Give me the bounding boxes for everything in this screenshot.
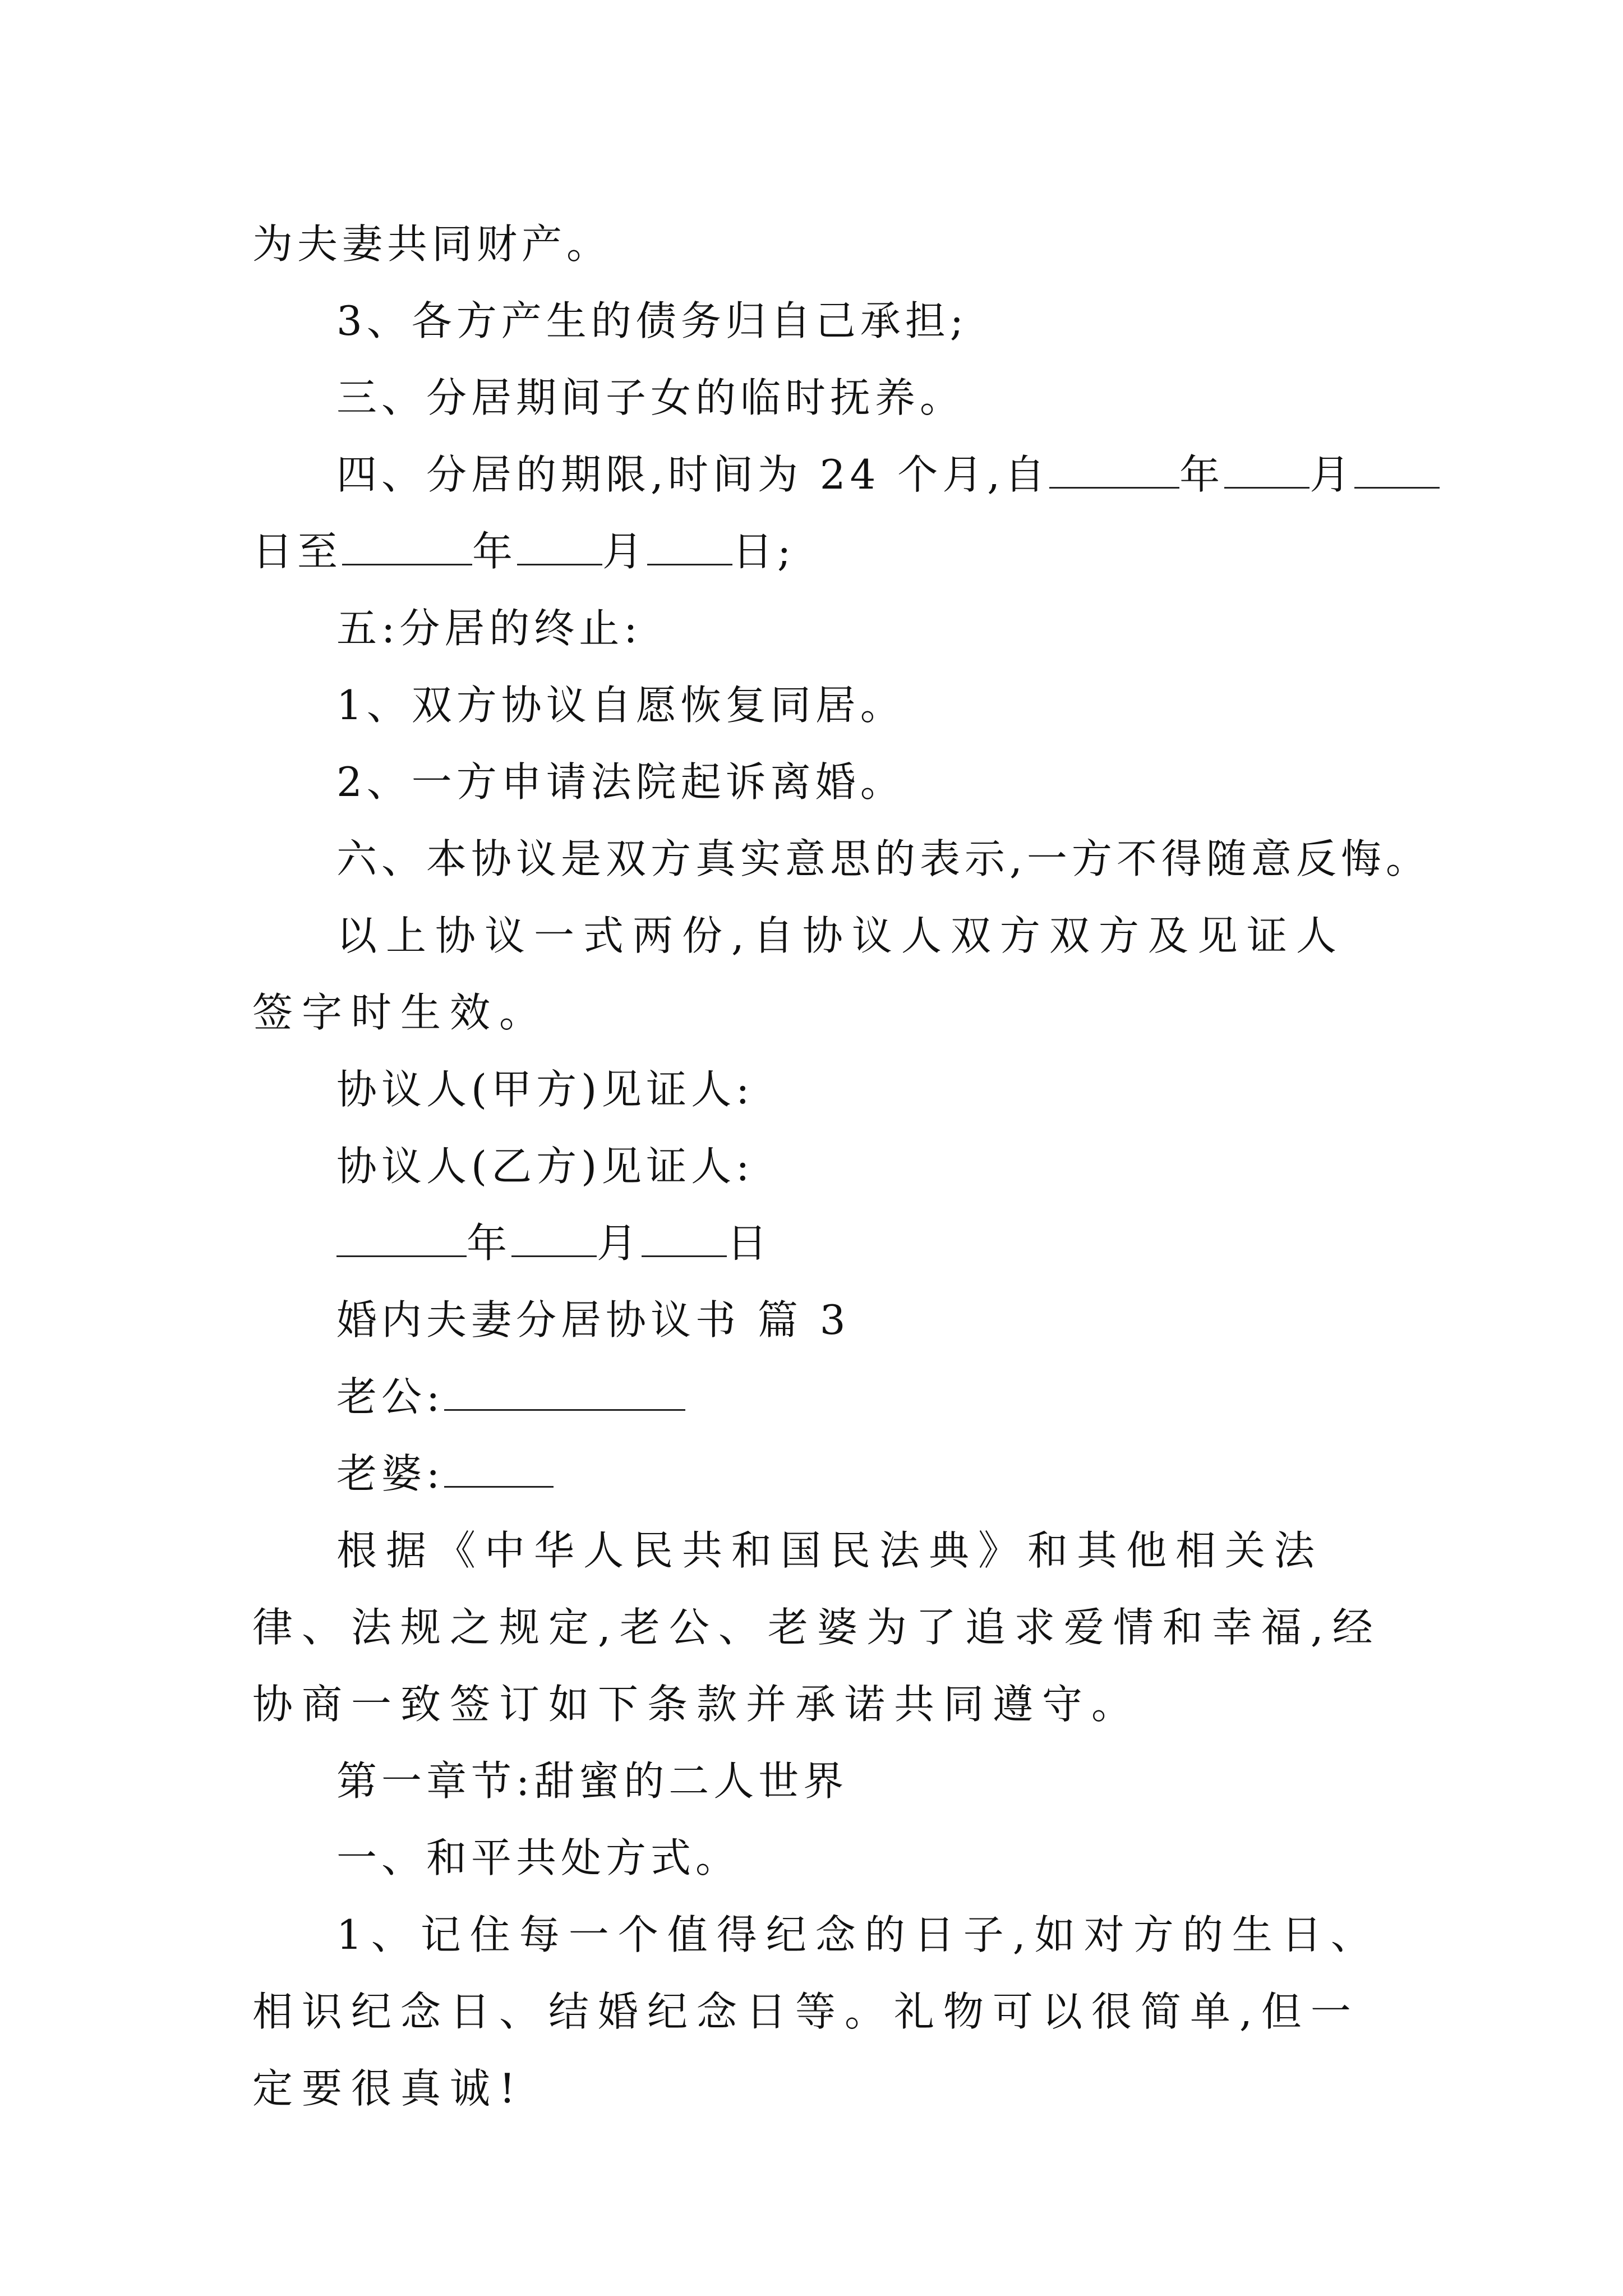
- year-label: 年: [472, 528, 518, 575]
- blank-year: [342, 531, 472, 565]
- text-line: 1、双方协议自愿恢复同居。: [336, 682, 905, 729]
- text-line: 三、分居期间子女的临时抚养。: [336, 374, 965, 421]
- month-label: 月: [597, 1220, 642, 1267]
- blank-husband-name: [444, 1377, 685, 1411]
- text-line: 2、一方申请法院起诉离婚。: [336, 758, 905, 806]
- text-line: 为夫妻共同财产。: [252, 220, 612, 268]
- separation-period-line: [252, 436, 1385, 513]
- year-label: 年: [467, 1220, 512, 1267]
- signature-party-a-line: 协议人(甲方)见证人:: [336, 1066, 754, 1113]
- chapter-heading: 第一章节:甜蜜的二人世界: [336, 1757, 849, 1805]
- wife-label: 老婆:: [336, 1450, 445, 1497]
- signature-party-b-line: 协议人(乙方)见证人:: [336, 1143, 754, 1190]
- text-line: 六、本协议是双方真实意思的表示,一方不得随意反悔。: [336, 835, 1431, 882]
- period-text: 四、分居的期限,时间为 24 个月,自: [336, 451, 1050, 498]
- paragraph: 1、记住每一个值得纪念的日子,如对方的生日、相识纪念日、结婚纪念日等。礼物可以很简单,但一定要很真诚!: [252, 1911, 1380, 2112]
- day-label: 日: [727, 1220, 772, 1267]
- date-line: [252, 1205, 1385, 1282]
- blank-day: [1354, 454, 1440, 489]
- blank-day: [647, 531, 732, 565]
- separation-period-end-line: [252, 513, 1385, 590]
- document-body: [252, 206, 1431, 2127]
- text-line: 五:分居的终止:: [336, 605, 642, 652]
- wife-line: [252, 1435, 1385, 1512]
- day-to-label: 日至: [252, 528, 343, 575]
- month-label: 月: [1310, 451, 1355, 498]
- blank-month: [517, 531, 602, 565]
- blank-month: [1224, 454, 1310, 489]
- husband-line: [252, 1359, 1385, 1435]
- year-label: 年: [1179, 451, 1225, 498]
- text-line: 一、和平共处方式。: [336, 1834, 741, 1881]
- blank-year: [336, 1223, 467, 1257]
- husband-label: 老公:: [336, 1373, 445, 1420]
- text-line: 3、各方产生的债务归自己承担;: [336, 297, 969, 344]
- paragraph: 以上协议一式两份,自协议人双方双方及见证人签字时生效。: [252, 912, 1345, 1036]
- section-heading: 婚内夫妻分居协议书 篇 3: [336, 1296, 850, 1343]
- blank-year: [1049, 454, 1179, 489]
- blank-day: [642, 1223, 727, 1257]
- blank-wife-name: [444, 1453, 554, 1488]
- month-label: 月: [602, 528, 648, 575]
- day-label: 日;: [732, 528, 796, 575]
- blank-month: [511, 1223, 597, 1257]
- paragraph: 根据《中华人民共和国民法典》和其他相关法律、法规之规定,老公、老婆为了追求爱情和幸福,经协商一致签订如下条款并承诺共同遵守。: [252, 1527, 1382, 1728]
